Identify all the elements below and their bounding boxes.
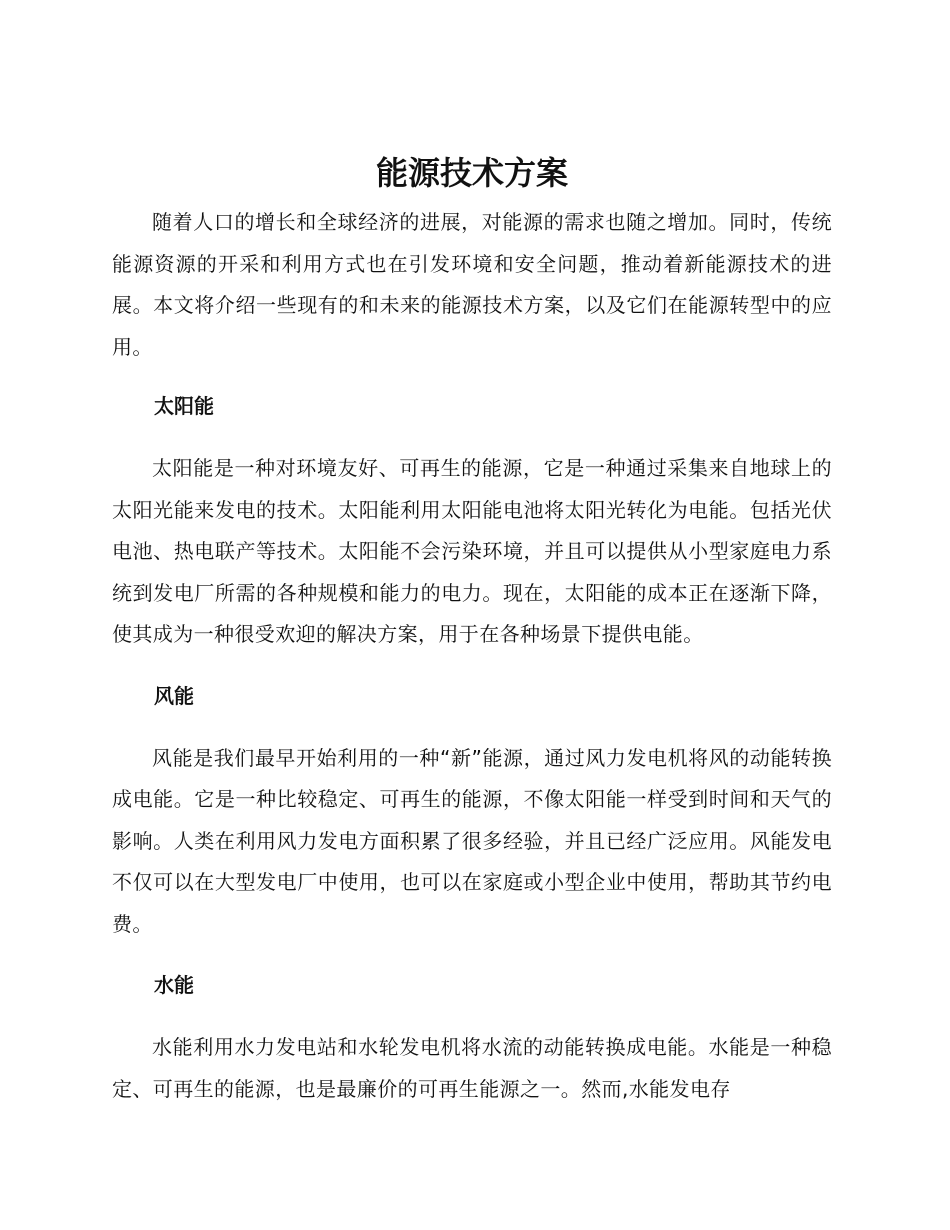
- section-body-hydro: 水能利用水力发电站和水轮发电机将水流的动能转换成电能。水能是一种稳定、可再生的能源，也是最廉价的可再生能源之一。然而,水能发电存: [112, 1035, 832, 1101]
- section-heading-solar: 太阳能: [154, 394, 214, 418]
- section-body-solar: 太阳能是一种对环境友好、可再生的能源，它是一种通过采集来自地球上的太阳光能来发电的技术。太阳能利用太阳能电池将太阳光转化为电能。包括光伏电池、热电联产等技术。太阳能不会污染环境，并且可以提供从小型家庭电力系统到发电厂所需的各种规模和能力的电力。现在，太阳能的成本正在逐渐下降，使其成为一种很受欢迎的解决方案，用于在各种场景下提供电能。: [112, 456, 832, 646]
- section-heading-wind: 风能: [154, 683, 194, 708]
- intro-paragraph: 随着人口的增长和全球经济的进展，对能源的需求也随之增加。同时，传统能源资源的开采和利用方式也在引发环境和安全问题，推动着新能源技术的进展。本文将介绍一些现有的和未来的能源技术方案，以及它们在能源转型中的应用。: [112, 210, 832, 359]
- document-title: 能源技术方案: [375, 154, 568, 192]
- section-body-wind: 风能是我们最早开始利用的一种“新”能源，通过风力发电机将风的动能转换成电能。它是一种比较稳定、可再生的能源，不像太阳能一样受到时间和天气的影响。人类在利用风力发电方面积累了很多经验，并且已经广泛应用。风能发电不仅可以在大型发电厂中使用，也可以在家庭或小型企业中使用，帮助其节约电费。: [112, 745, 832, 936]
- document-page: [112, 148, 832, 1110]
- section-heading-hydro: 水能: [154, 973, 194, 997]
